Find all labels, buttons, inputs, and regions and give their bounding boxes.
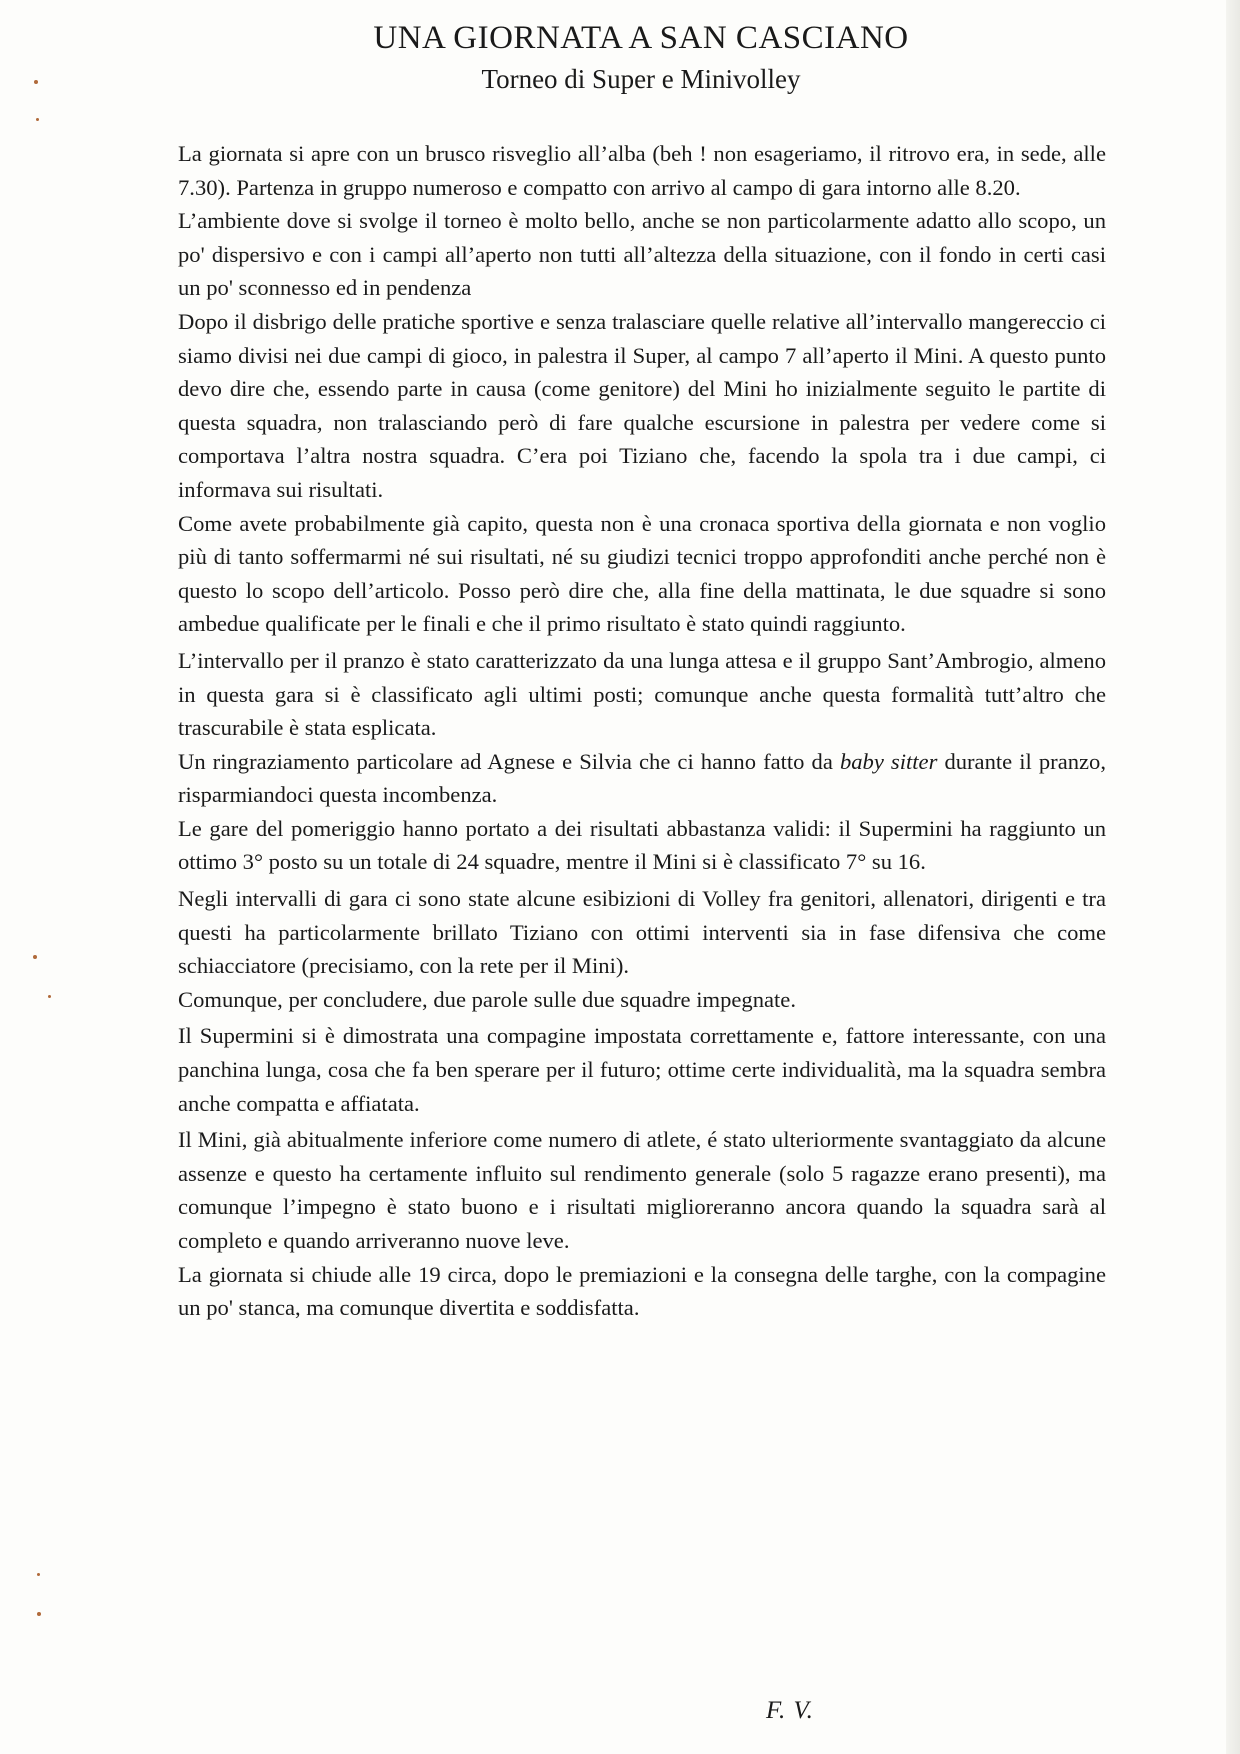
paragraph-text: durante il pranzo, risparmiandoci questa incombenza. <box>178 748 1106 808</box>
paragraph: L’ambiente dove si svolge il torneo è molto bello, anche se non particolarmente adatto allo scopo, un po' dispersivo e con i campi all’aperto non tutti all’altezza della situazione, con il fondo in certi casi un po' sconnesso ed in pendenza <box>178 208 1106 301</box>
paragraph: Dopo il disbrigo delle pratiche sportive e senza tralasciare quelle relative all’intervallo mangereccio ci siamo divisi nei due campi di gioco, in palestra il Super, al campo 7 all’aperto il Mini. A questo punto devo dire che, essendo parte in causa (come genitore) del Mini ho inizialmente seguito le partite di questa squadra, non tralasciando però di fare qualche escursione in palestra per vedere come si comportava l’altra nostra squadra. C’era poi Tiziano che, facendo la spola tra i due campi, ci informava sui risultati. <box>178 308 1106 502</box>
scan-speck <box>37 1612 41 1616</box>
scan-speck <box>36 118 39 121</box>
article-body <box>178 137 1106 1325</box>
emphasis-text: baby sitter <box>839 748 938 774</box>
paragraph-text: Un ringraziamento particolare ad Agnese e Silvia che ci hanno fatto da <box>178 748 840 774</box>
paragraph: Le gare del pomeriggio hanno portato a dei risultati abbastanza validi: il Supermini ha raggiunto un ottimo 3° posto su un totale di 24 squadre, mentre il Mini si è classificato 7° su 16. <box>178 815 1106 875</box>
paragraph: La giornata si chiude alle 19 circa, dopo le premiazioni e la consegna delle targhe, con la compagine un po' stanca, ma comunque divertita e soddisfatta. <box>178 1261 1106 1321</box>
article-subtitle: Torneo di Super e Minivolley <box>481 64 801 94</box>
paragraph: Come avete probabilmente già capito, questa non è una cronaca sportiva della giornata e non voglio più di tanto soffermarmi né sui risultati, né su giudizi tecnici troppo approfonditi anche perché non è questo lo scopo dell’articolo. Posso però dire che, alla fine della mattinata, le due squadre si sono ambedue qualificate per le finali e che il primo risultato è stato quindi raggiunto. <box>178 510 1106 637</box>
paragraph: La giornata si apre con un brusco risveglio all’alba (beh ! non esageriamo, il ritrovo era, in sede, alle 7.30). Partenza in gruppo numeroso e compatto con arrivo al campo di gara intorno alle 8.20. <box>178 141 1106 200</box>
paragraph: Negli intervalli di gara ci sono state alcune esibizioni di Volley fra genitori, allenatori, dirigenti e tra questi ha particolarmente brillato Tiziano con ottimi interventi sia in fase difensiva che come schiacciatore (precisiamo, con la rete per il Mini). <box>178 886 1106 979</box>
paragraph: Il Mini, già abitualmente inferiore come numero di atlete, é stato ulteriormente svantaggiato da alcune assenze e questo ha certamente influito sul rendimento generale (solo 5 ragazze erano presenti), ma comunque l’impegno è stato buono e i risultati miglioreranno ancora quando la squadra sarà al completo e quando arriveranno nuove leve. <box>178 1127 1106 1253</box>
paragraph: Comunque, per concludere, due parole sulle due squadre impegnate. <box>178 986 796 1012</box>
paragraph <box>178 745 1106 812</box>
scan-speck <box>33 955 37 959</box>
paragraph: L’intervallo per il pranzo è stato caratterizzato da una lunga attesa e il gruppo Sant’Ambrogio, almeno in questa gara si è classificato agli ultimi posti; comunque anche questa formalità tutt’altro che trascurabile è stata esplicata. <box>178 647 1106 741</box>
author-signature: F. V. <box>766 1697 814 1724</box>
page-edge-shadow <box>1226 0 1240 1754</box>
paragraph: Il Supermini si è dimostrata una compagine impostata correttamente e, fattore interessante, con una panchina lunga, cosa che fa ben sperare per il futuro; ottime certe individualità, ma la squadra sembra anche compatta e affiatata. <box>178 1023 1106 1116</box>
article-title: UNA GIORNATA A SAN CASCIANO <box>373 20 909 56</box>
scan-speck <box>48 995 51 998</box>
scan-speck <box>37 1573 40 1576</box>
